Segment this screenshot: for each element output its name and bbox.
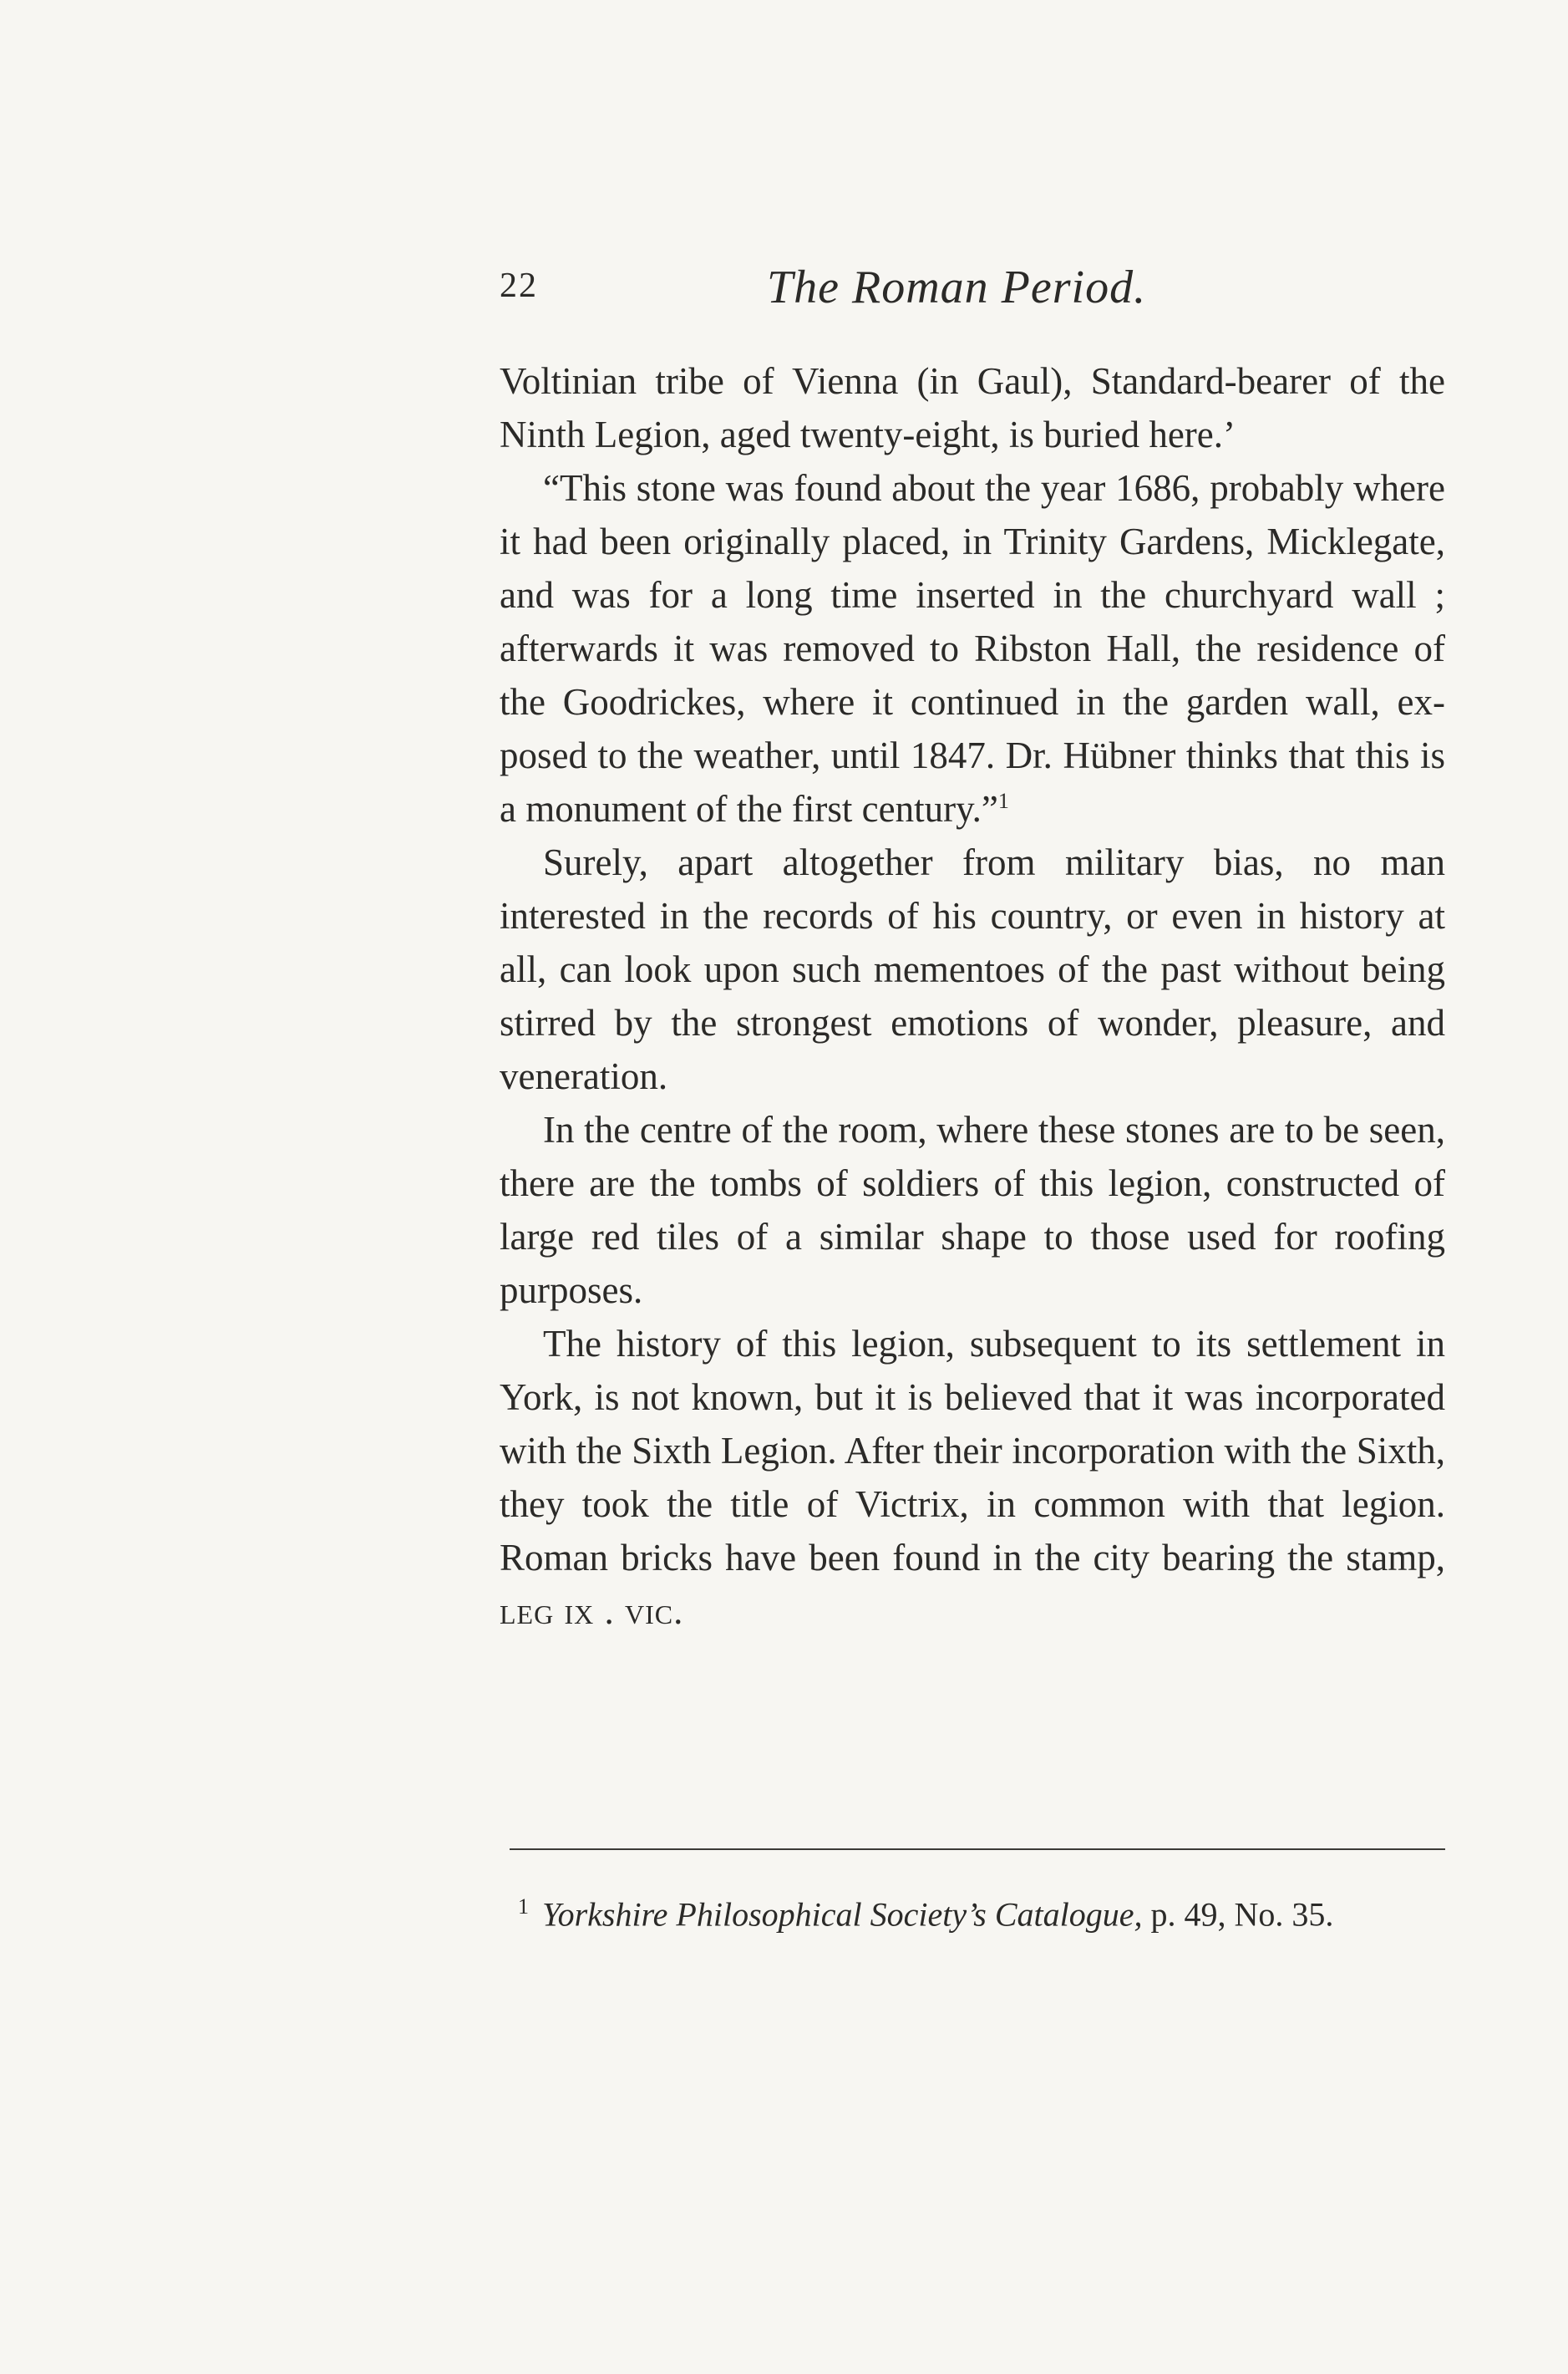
footnote-title: Yorkshire Philosophical Society’s Catalogue, (542, 1895, 1143, 1934)
page-header (500, 262, 1444, 324)
paragraph-5 (500, 1317, 1445, 1638)
page-number: 22 (500, 267, 538, 305)
paragraph-4-text: In the centre of the room, where these stones are to be seen, there are the tombs of soldiers of this legion, constructed of large red tiles of a similar shape to those used for roofing purposes. (500, 1109, 1445, 1311)
paragraph-1 (500, 354, 1445, 461)
footnote-reference: 1 (997, 789, 1009, 813)
paragraph-2-text: “This stone was found about the year 1686, probably where it had been originally placed, in Trinity Gardens, Micklegate, and was for a long time inserted in the churchyard wall ; afterwards it was removed to Ribston Hall, the residence of the Goodrickes, where it continued in the garden wall, exposed to the weather, until 1847. Dr. Hübner thinks that this is a monument of the first century.” (500, 467, 1445, 830)
footnote-ref: p. 49, No. 35. (1150, 1895, 1334, 1934)
paragraph-5-text: The history of this legion, subsequent to its settlement in York, is not known, but it is believed that it was incorporated with the Sixth Legion. After their incorporation with the Sixth, they took the title of Victrix, in common with that legion. Roman bricks have been found in the city bearing the stamp, (500, 1323, 1445, 1578)
paragraph-3 (500, 836, 1445, 1103)
paragraph-1-text: Voltinian tribe of Vienna (in Gaul), Standard-bearer of the Ninth Legion, aged twenty-eight, is buried here.’ (500, 360, 1445, 455)
paragraph-2 (500, 461, 1445, 836)
running-head: The Roman Period. (767, 262, 1147, 313)
footnote-mark: 1 (518, 1894, 529, 1919)
legion-stamp: leg ix . vic. (500, 1590, 684, 1632)
footnote-rule (510, 1848, 1445, 1850)
paragraph-4 (500, 1103, 1445, 1317)
body-text (500, 354, 1445, 1638)
footnote (518, 1883, 1445, 1938)
paragraph-3-text: Surely, apart altogether from military bias, no man interested in the records of his country, or even in history at all, can look upon such mementoes of the past without being stirred by the strongest emotions of wonder, pleasure, and veneration. (500, 841, 1445, 1097)
